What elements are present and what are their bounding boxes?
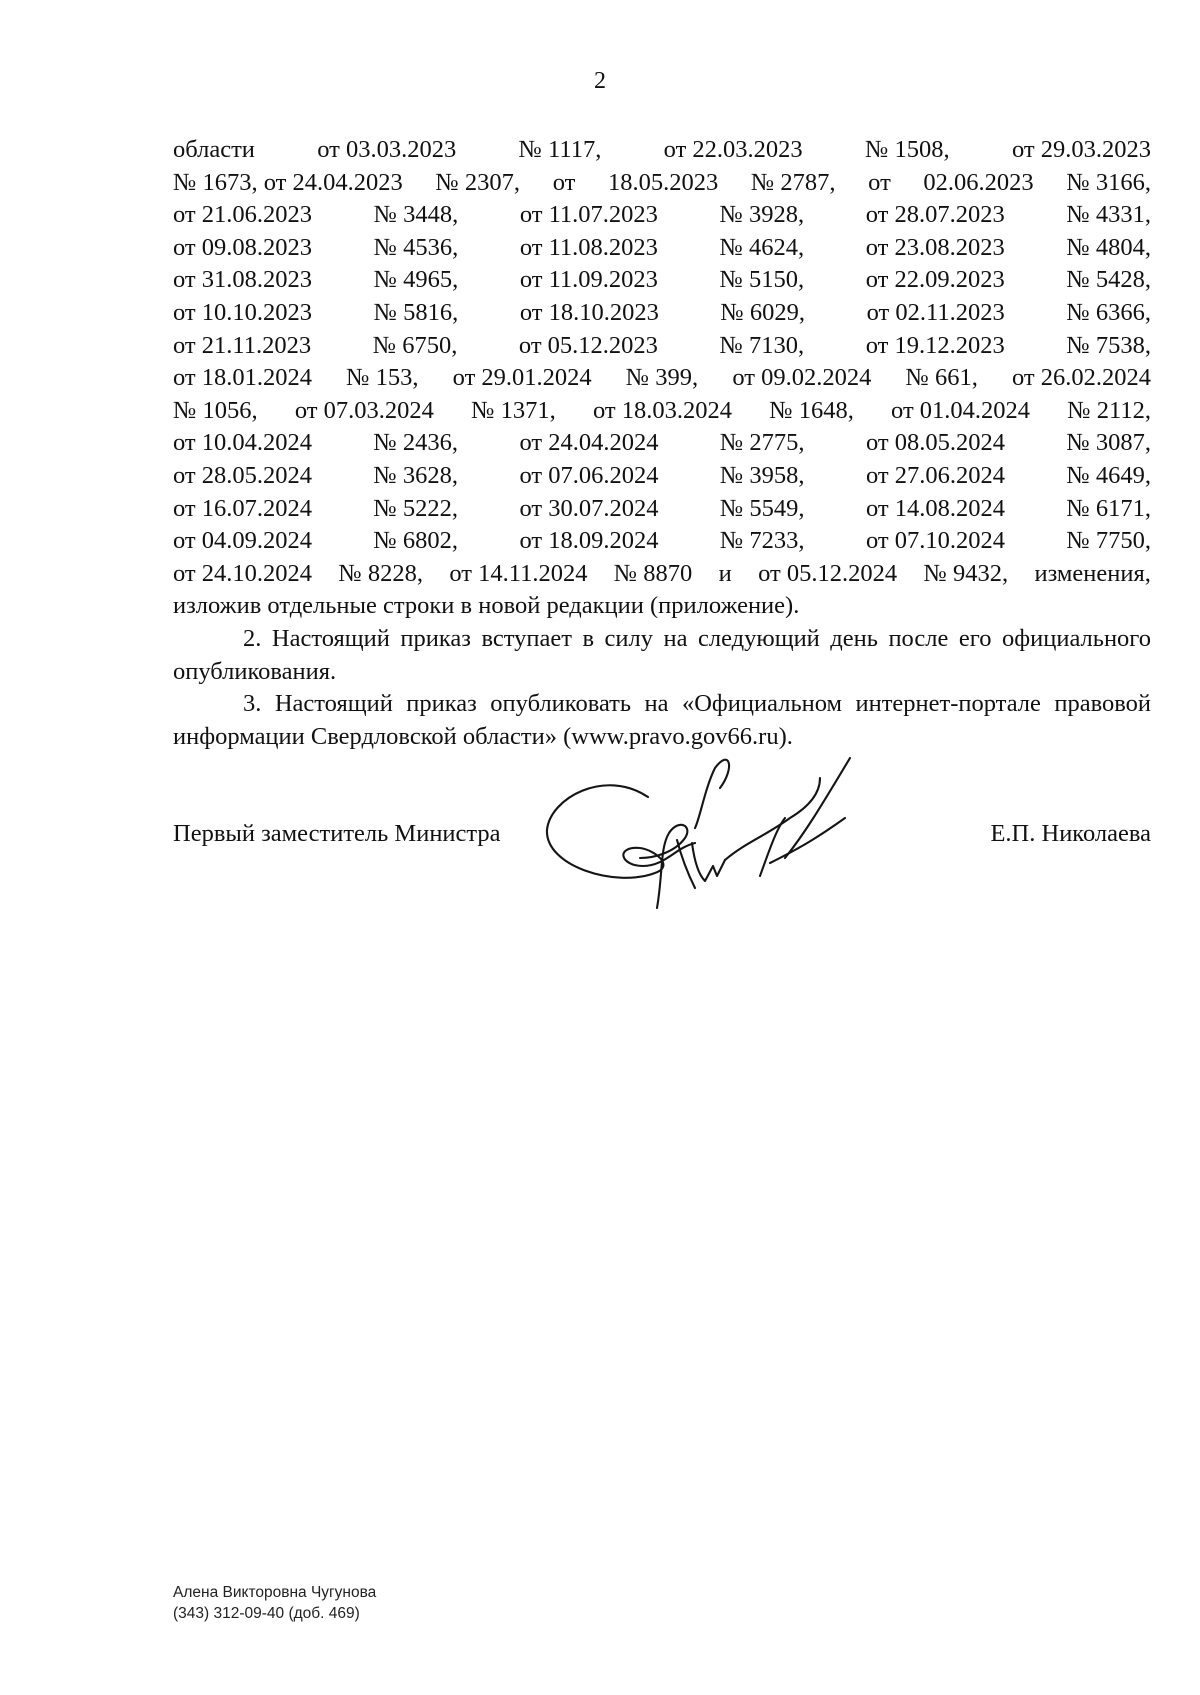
text-token: 02.06.2023 bbox=[923, 168, 1034, 196]
text-line bbox=[173, 427, 1151, 460]
text-token: от 29.01.2024 bbox=[452, 364, 592, 392]
text-token: от 09.02.2024 bbox=[732, 364, 872, 392]
text-token: № 4649, bbox=[1066, 461, 1151, 489]
text-token: от 22.03.2023 bbox=[663, 136, 803, 163]
text-token: № 6029, bbox=[720, 298, 806, 326]
text-token: и bbox=[718, 559, 732, 587]
text-token: от 29.03.2023 bbox=[1011, 136, 1151, 163]
text-token: № 6750, bbox=[372, 331, 458, 359]
signer-name: Е.П. Николаева bbox=[990, 820, 1151, 847]
text-token: от 24.04.2024 bbox=[519, 429, 659, 457]
text-token: № 1673, от 24.04.2023 bbox=[173, 168, 403, 196]
text-token: от 08.05.2024 bbox=[865, 429, 1005, 457]
signer-position: Первый заместитель Министра bbox=[173, 820, 501, 847]
text-line bbox=[173, 558, 1151, 591]
text-token: № 8228, bbox=[338, 559, 423, 587]
text-token: от 01.04.2024 bbox=[891, 396, 1031, 424]
text-token: от 09.08.2023 bbox=[173, 233, 313, 261]
text-token: № 7750, bbox=[1066, 527, 1151, 555]
text-token: № 661, bbox=[905, 364, 978, 392]
text-token: № 5549, bbox=[719, 494, 805, 522]
contact-phone: (343) 312-09-40 (доб. 469) bbox=[173, 1605, 360, 1622]
text-token: от bbox=[552, 168, 576, 196]
text-token: № 2787, bbox=[750, 168, 836, 196]
text-line bbox=[173, 199, 1151, 232]
text-token: № 7538, bbox=[1066, 331, 1151, 359]
paragraph-3: 3. Настоящий приказ опубликовать на «Официальном интернет-портале правовой информации Свердловской области» (www.pravo.gov66.ru). bbox=[173, 690, 1151, 750]
text-token: 18.05.2023 bbox=[607, 168, 719, 196]
text-token: № 4965, bbox=[373, 266, 459, 294]
text-line bbox=[173, 330, 1151, 363]
text-line bbox=[173, 264, 1151, 297]
text-token: № 6171, bbox=[1066, 494, 1151, 522]
text-token: от 27.06.2024 bbox=[865, 461, 1005, 489]
text-token: от 11.08.2023 bbox=[519, 233, 658, 261]
text-token: от 24.10.2024 bbox=[173, 559, 313, 587]
text-token: № 399, bbox=[625, 364, 699, 392]
text-token: от 07.10.2024 bbox=[865, 527, 1005, 555]
text-token: от 18.01.2024 bbox=[173, 364, 313, 392]
text-token: № 4804, bbox=[1066, 233, 1151, 261]
text-token: № 5222, bbox=[373, 494, 459, 522]
text-token: № 1056, bbox=[173, 396, 258, 424]
text-token: от 07.06.2024 bbox=[519, 461, 659, 489]
text-token: № 3087, bbox=[1066, 429, 1151, 457]
text-token: № 1648, bbox=[769, 396, 854, 424]
text-token: от 18.09.2024 bbox=[519, 527, 659, 555]
text-token: от 28.05.2024 bbox=[173, 461, 313, 489]
text-token: от 28.07.2023 bbox=[865, 201, 1005, 229]
text-token: № 3628, bbox=[373, 461, 459, 489]
text-token: № 1508, bbox=[865, 136, 950, 163]
text-line bbox=[173, 362, 1151, 395]
footer-contact bbox=[173, 1582, 376, 1624]
handwritten-signature bbox=[545, 748, 885, 918]
text-token: № 7130, bbox=[719, 331, 805, 359]
text-line bbox=[173, 167, 1151, 200]
text-token: № 8870 bbox=[613, 559, 693, 587]
text-line bbox=[173, 232, 1151, 265]
text-token: № 3448, bbox=[373, 201, 459, 229]
text-token: от 05.12.2023 bbox=[518, 331, 658, 359]
text-token: № 5428, bbox=[1066, 266, 1151, 294]
text-token: № 2112, bbox=[1067, 396, 1151, 424]
text-token: от 07.03.2024 bbox=[294, 396, 434, 424]
text-token: № 2436, bbox=[373, 429, 459, 457]
text-token: № 7233, bbox=[719, 527, 805, 555]
text-token: № 6366, bbox=[1066, 298, 1151, 326]
text-line bbox=[173, 297, 1151, 330]
text-line: изложив отдельные строки в новой редакции (приложение). bbox=[173, 592, 800, 620]
text-token: от 30.07.2024 bbox=[519, 494, 659, 522]
text-token: от 22.09.2023 bbox=[865, 266, 1005, 294]
text-token: изменения, bbox=[1034, 559, 1151, 587]
text-line bbox=[173, 525, 1151, 558]
text-token: № 3166, bbox=[1066, 168, 1151, 196]
text-token: от 18.10.2023 bbox=[519, 298, 659, 326]
text-token: № 2307, bbox=[435, 168, 521, 196]
text-token: от 11.07.2023 bbox=[519, 201, 658, 229]
text-token: от 02.11.2023 bbox=[866, 298, 1005, 326]
paragraph-2: 2. Настоящий приказ вступает в силу на следующий день после его официального опубликования. bbox=[173, 624, 1151, 685]
text-token: от 04.09.2024 bbox=[173, 527, 313, 555]
text-token: № 153, bbox=[346, 364, 419, 392]
text-line bbox=[173, 395, 1151, 428]
text-token: от bbox=[868, 168, 891, 196]
text-token: № 3928, bbox=[719, 201, 805, 229]
text-token: № 2775, bbox=[719, 429, 805, 457]
text-line bbox=[173, 460, 1151, 493]
document-body bbox=[173, 134, 1151, 753]
text-token: от 10.04.2024 bbox=[173, 429, 313, 457]
text-token: от 05.12.2024 bbox=[758, 559, 898, 587]
text-token: от 03.03.2023 bbox=[317, 136, 457, 163]
text-token: № 1371, bbox=[471, 396, 556, 424]
text-token: от 21.06.2023 bbox=[173, 201, 313, 229]
text-token: № 6802, bbox=[373, 527, 459, 555]
text-token: от 18.03.2024 bbox=[592, 396, 732, 424]
contact-name: Алена Викторовна Чугунова bbox=[173, 1584, 377, 1601]
text-token: от 26.02.2024 bbox=[1011, 364, 1151, 392]
text-token: области bbox=[173, 136, 255, 163]
text-token: от 11.09.2023 bbox=[519, 266, 658, 294]
text-token: № 4331, bbox=[1066, 201, 1151, 229]
text-token: № 5816, bbox=[373, 298, 459, 326]
text-token: от 23.08.2023 bbox=[865, 233, 1005, 261]
text-token: № 4624, bbox=[719, 233, 805, 261]
text-token: от 19.12.2023 bbox=[865, 331, 1005, 359]
text-token: от 14.11.2024 bbox=[449, 559, 588, 587]
text-line bbox=[173, 134, 1151, 167]
text-token: № 3958, bbox=[719, 461, 805, 489]
page-number: 2 bbox=[594, 68, 606, 94]
text-token: № 1117, bbox=[518, 136, 602, 163]
text-token: от 31.08.2023 bbox=[173, 266, 313, 294]
text-token: от 21.11.2023 bbox=[173, 331, 312, 359]
text-token: от 10.10.2023 bbox=[173, 298, 313, 326]
text-line bbox=[173, 493, 1151, 526]
text-token: № 5150, bbox=[719, 266, 805, 294]
text-token: № 4536, bbox=[373, 233, 459, 261]
text-token: № 9432, bbox=[923, 559, 1009, 587]
text-token: от 16.07.2024 bbox=[173, 494, 313, 522]
text-token: от 14.08.2024 bbox=[865, 494, 1005, 522]
